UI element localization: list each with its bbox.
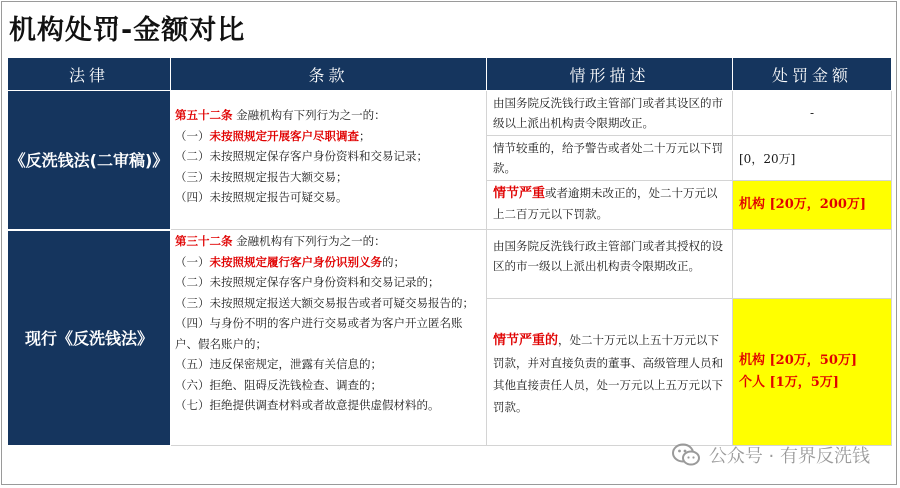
clause-cell bbox=[171, 91, 487, 230]
clause-item: （一）未按照规定开展客户尽职调查； bbox=[175, 128, 371, 143]
clause-item: （四）未按照规定报告可疑交易。 bbox=[175, 190, 348, 204]
situation-cell: 由国务院反洗钱行政主管部门或者其设区的市级以上派出机构责令限期改正。 bbox=[487, 91, 733, 136]
situation-cell: 情节严重或者逾期未改正的，处二十万元以上二百万元以下罚款。 bbox=[487, 181, 733, 230]
clause-item: （五）违反保密规定，泄露有关信息的； bbox=[175, 357, 382, 371]
penalty-cell: - bbox=[733, 91, 892, 136]
clause-item: （一）未按照规定履行客户身份识别义务的； bbox=[175, 254, 405, 269]
situation-cell: 情节严重的，处二十万元以上五十万元以下罚款，并对直接负责的董事、高级管理人员和其他直接责任人员，处一万元以上五万元以下罚款。 bbox=[487, 299, 733, 446]
wechat-icon bbox=[671, 442, 701, 468]
table-row bbox=[8, 91, 892, 136]
penalty-cell bbox=[733, 230, 892, 299]
penalty-cell-highlight: 机构 [20万，50万] 个人 [1万，5万] bbox=[733, 299, 892, 446]
clause-intro: 第五十二条 金融机构有下列行为之一的： bbox=[175, 108, 386, 122]
watermark bbox=[671, 442, 870, 468]
clause-item: （三）未按照规定报告大额交易； bbox=[175, 169, 348, 184]
table-row bbox=[8, 230, 892, 299]
clause-intro: 第三十二条 金融机构有下列行为之一的： bbox=[175, 234, 386, 248]
header-row bbox=[8, 58, 892, 91]
penalty-cell: [0，20万] bbox=[733, 136, 892, 181]
clause-item: （二）未按照规定保存客户身份资料和交易记录； bbox=[175, 149, 428, 163]
page-title: 机构处罚-金额对比 bbox=[9, 15, 246, 46]
header-penalty: 处罚金额 bbox=[733, 58, 892, 91]
comparison-table bbox=[7, 57, 892, 446]
header-clause: 条款 bbox=[171, 58, 487, 91]
clause-item: （七）拒绝提供调查材料或者故意提供虚假材料的。 bbox=[175, 398, 440, 412]
clause-cell bbox=[171, 230, 487, 446]
clause-item: （三）未按照规定报送大额交易报告或者可疑交易报告的； bbox=[175, 295, 474, 310]
penalty-cell-highlight: 机构 [20万，200万] bbox=[733, 181, 892, 230]
header-situation: 情形描述 bbox=[487, 58, 733, 91]
clause-item: （六）拒绝、阻碍反洗钱检查、调查的； bbox=[175, 377, 382, 392]
watermark-text: 公众号 · 有界反洗钱 bbox=[708, 446, 870, 467]
clause-item: （四）与身份不明的客户进行交易或者为客户开立匿名账户、假名账户的； bbox=[175, 316, 463, 351]
situation-cell: 情节较重的，给予警告或者处二十万元以下罚款。 bbox=[487, 136, 733, 181]
header-law: 法律 bbox=[8, 58, 171, 91]
clause-item: （二）未按照规定保存客户身份资料和交易记录的； bbox=[175, 275, 440, 289]
law-cell: 现行《反洗钱法》 bbox=[8, 230, 171, 446]
law-cell: 《反洗钱法(二审稿)》 bbox=[8, 91, 171, 230]
situation-cell: 由国务院反洗钱行政主管部门或者其授权的设区的市一级以上派出机构责令限期改正。 bbox=[487, 230, 733, 299]
